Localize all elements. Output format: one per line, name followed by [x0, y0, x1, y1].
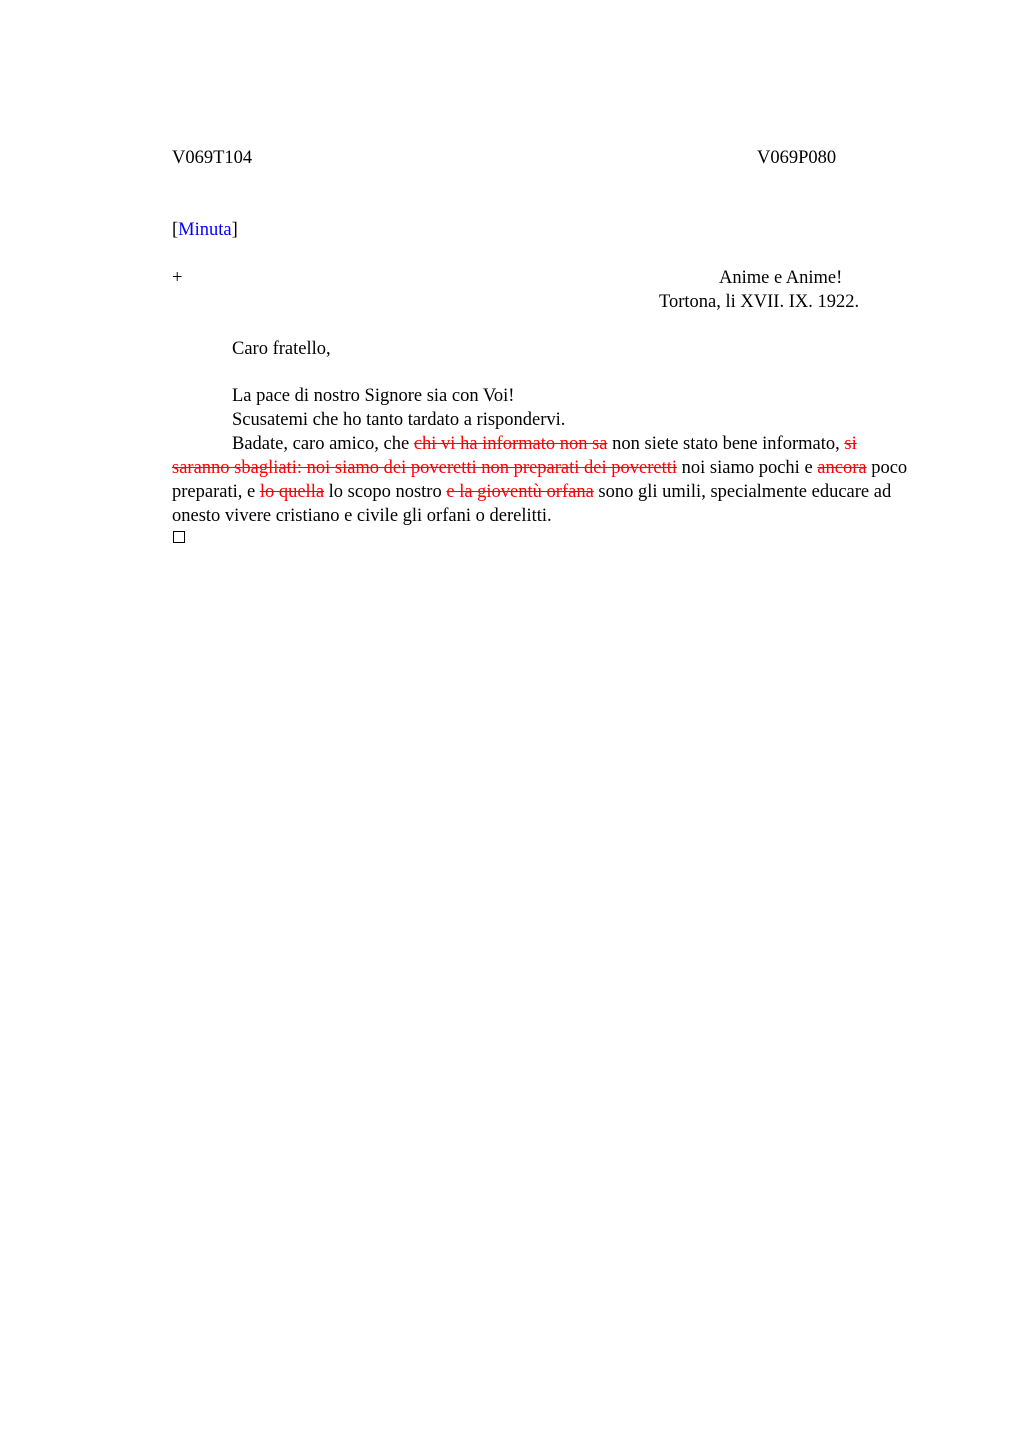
note-open-bracket: [	[172, 220, 179, 240]
greeting-line: La pace di nostro Signore sia con Voi!	[232, 386, 515, 406]
apology-line: Scusatemi che ho tanto tardato a rispondervi.	[232, 410, 566, 430]
deleted-text: ancora	[817, 458, 867, 478]
text-segment: sono gli umili, specialmente educare ad onesto vivere cristiano e civile gli orfani o derelitti.	[172, 482, 892, 526]
cross-mark: +	[172, 268, 183, 288]
document-code-right: V069P080	[757, 148, 837, 168]
motto: Anime e Anime!	[719, 268, 843, 288]
document-code-left: V069T104	[172, 148, 253, 168]
deleted-text: si saranno sbagliati: noi siamo dei poveretti non preparati dei poveretti	[172, 434, 857, 478]
place-date: Tortona, li XVII. IX. 1922.	[659, 292, 860, 312]
text-segment: noi siamo pochi e	[677, 458, 818, 478]
text-segment: non siete stato bene informato,	[607, 434, 845, 454]
checkbox-square-icon	[173, 531, 185, 543]
note-close-bracket: ]	[231, 220, 238, 240]
body-paragraph	[172, 432, 912, 528]
note-label: Minuta	[178, 220, 232, 240]
draft-note	[172, 218, 238, 242]
deleted-text: lo quella	[259, 482, 325, 502]
deleted-text: chi vi ha informato non sa	[413, 434, 608, 454]
text-segment: lo scopo nostro	[324, 482, 447, 502]
salutation: Caro fratello,	[232, 339, 331, 359]
text-segment: Badate, caro amico, che	[232, 434, 414, 454]
text-segment: poco preparati, e	[172, 458, 908, 502]
deleted-text: e la gioventù orfana	[446, 482, 594, 502]
